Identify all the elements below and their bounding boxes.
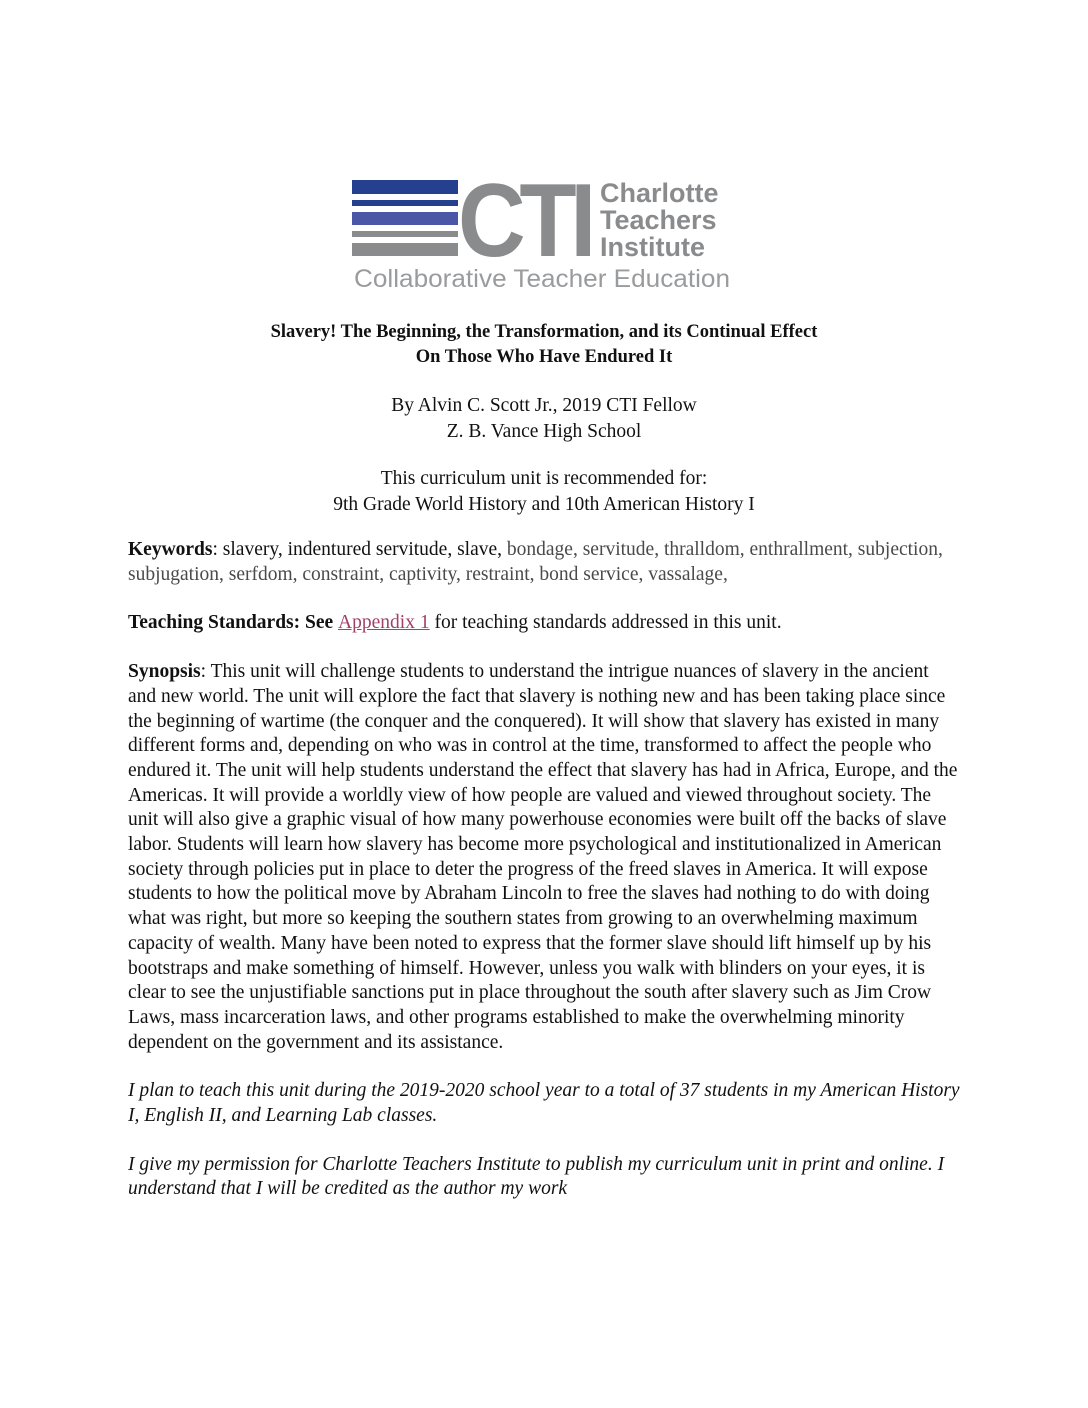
logo-tagline: Collaborative Teacher Education (354, 265, 730, 293)
logo-stripe-5 (352, 243, 458, 256)
document-body (128, 538, 960, 1226)
logo-name-line-1: Charlotte (600, 178, 719, 208)
synopsis-label: Synopsis (128, 661, 201, 683)
author-line: By Alvin C. Scott Jr., 2019 CTI Fellow (391, 395, 697, 416)
logo-name-line-2: Teachers (600, 205, 717, 235)
appendix-1-link[interactable]: Appendix 1 (338, 612, 430, 634)
standards-paragraph (128, 611, 960, 636)
cti-logo (352, 176, 742, 294)
synopsis-text: : This unit will challenge students to understand the intrigue nuances of slavery in the ancient and new world. The unit will explore the fact that slavery is nothing new and has been taking place since the beginning of wartime (the conquer and the conquered). It will show that slavery has existed in many different forms and, depending on who was in control at the time, transformed to affect the people who endured it. The unit will help students understand the effect that slavery has had in Africa, Europe, and the Americas. It will provide a worldly view of how people are valued and viewed throughout society. The unit will also give a graphic visual of how many powerhouse economies were built off the backs of slave labor. Students will learn how slavery has become more psychological and institutionalized in American society through policies put in place to deter the progress of the freed slaves in America. It will expose students to how the political move by Abraham Lincoln to free the slaves had nothing to do with doing what was right, but more so keeping the southern states from growing to an overwhelming maximum capacity of wealth. Many have been noted to express that the former slave should lift himself up by his bootstraps and make something of himself. However, unless you walk with blinders on your eyes, it is clear to see the unjustifiable sanctions put in place throughout the south after slavery such as Jim Crow Laws, mass incarceration laws, and other programs established to make the overwhelming minority dependent on the government and its assistance. (128, 661, 958, 1053)
logo-name-line-3: Institute (600, 232, 705, 262)
keywords-strong-terms: : slavery, indentured servitude, slave, (212, 539, 503, 560)
school-line: Z. B. Vance High School (446, 421, 642, 442)
permission-statement: I give my permission for Charlotte Teachers Institute to publish my curriculum unit in print and online. I understand that I will be credited as the author my work (128, 1153, 945, 1200)
recommendation (0, 466, 1088, 518)
logo-stripe-1 (352, 180, 458, 194)
keywords-other-terms: bondage, servitude, thralldom, enthrallment, subjection, subjugation, serfdom, constraint, captivity, restraint, bond service, vassalage, (128, 539, 943, 585)
logo-stripe-2 (352, 200, 458, 206)
logo-stripe-4 (352, 231, 458, 237)
byline (0, 393, 1088, 445)
title-line-1: Slavery! The Beginning, the Transformation, and its Continual Effect (270, 322, 818, 342)
keywords-paragraph (128, 538, 960, 587)
synopsis-paragraph (128, 660, 960, 1055)
unit-title (0, 320, 1088, 370)
plan-statement: I plan to teach this unit during the 2019-2020 school year to a total of 37 students in my American History I, English II, and Learning Lab classes. (128, 1080, 960, 1127)
recommendation-line-1: This curriculum unit is recommended for: (380, 468, 708, 489)
cti-logo-graphic (352, 176, 742, 294)
logo-acronym: CTI (458, 176, 591, 279)
standards-rest: for teaching standards addressed in this unit. (429, 612, 782, 634)
standards-see: : See (293, 612, 339, 634)
keywords-label: Keywords (128, 539, 213, 560)
recommendation-line-2: 9th Grade World History and 10th American History I (333, 494, 755, 515)
standards-label: Teaching Standards (128, 612, 294, 634)
logo-stripe-3 (352, 212, 458, 225)
title-line-2: On Those Who Have Endured It (415, 347, 673, 367)
